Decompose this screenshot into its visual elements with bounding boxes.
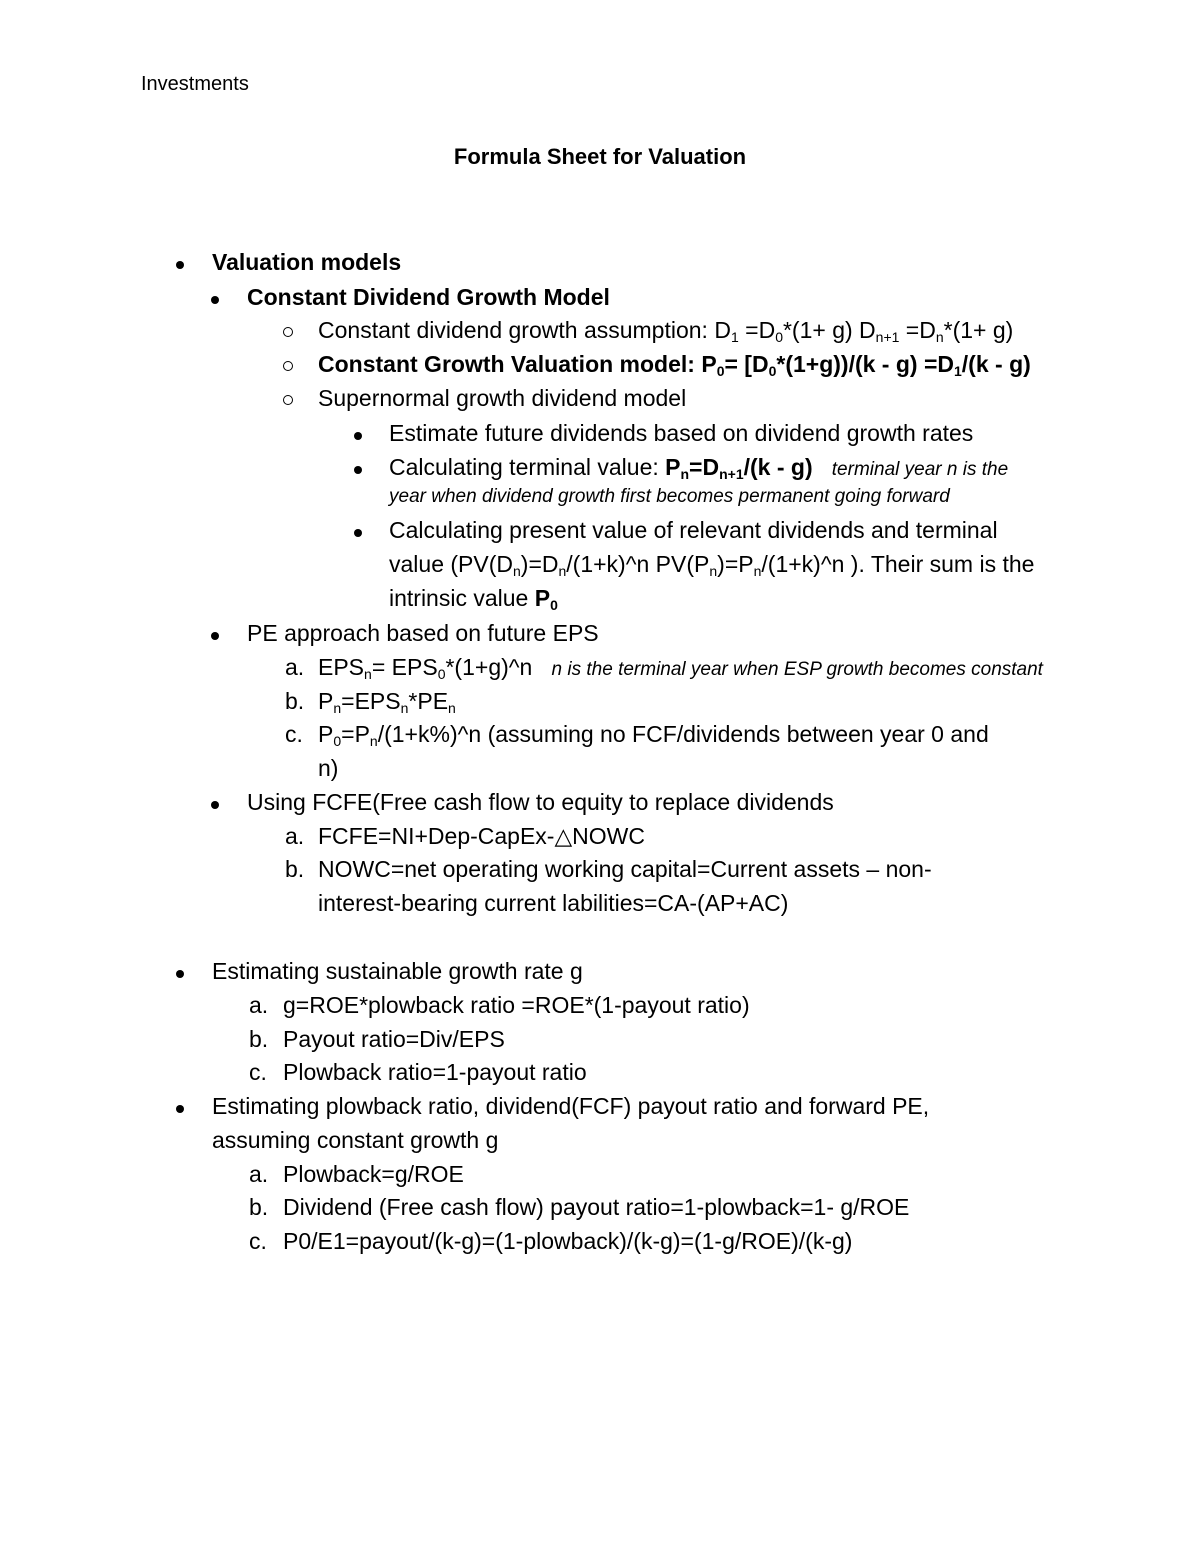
list-marker: b. [285,856,305,882]
bullet-dot [176,956,184,986]
document-title: Formula Sheet for Valuation [453,144,747,169]
formula-line: FCFE=NI+Dep-CapEx-△NOWC [318,823,645,849]
formula-line: NOWC=net operating working capital=Current assets – non- [318,856,932,882]
formula-line: value ($PV(D_n)=D_n/(1+k)\^{}n$ $PV(P_n)=P_n/(1+k)\^{}n$ ). Their sum is the [389,551,1035,579]
list-item: Plowback=g/ROE [283,1161,464,1187]
document-header: Investments [141,73,249,95]
formula-line: interest-bearing current labilities=CA-(AP+AC) [318,890,789,916]
section-heading: Estimating sustainable growth rate g [212,958,583,984]
list-marker: b. [285,688,305,714]
formula-line: intrinsic value $P_0$ [389,585,558,613]
section-heading: Estimating plowback ratio, dividend(FCF) payout ratio and forward PE, [212,1093,930,1119]
bullet-circle [283,383,293,413]
subsection-heading: PE approach based on future EPS [247,620,599,646]
bullet-circle [283,349,293,379]
formula-line: $P_0=P_n/(1+k\%)\^{}n$ (assuming no FCF/dividends between year 0 and [318,721,989,749]
list-item: g=ROE*plowback ratio =ROE*(1-payout ratio) [283,992,750,1018]
list-marker: c. [249,1228,267,1254]
list-item: Payout ratio=Div/EPS [283,1026,505,1052]
bullet-dot [354,515,362,545]
bullet-dot [176,247,184,277]
list-item: Plowback ratio=1-payout ratio [283,1059,587,1085]
list-item: Dividend (Free cash flow) payout ratio=1-plowback=1- g/ROE [283,1194,910,1220]
section-heading: assuming constant growth g [212,1127,499,1153]
list-marker: b. [249,1194,269,1220]
formula-line: Constant dividend growth assumption: $D_1 =D_0*(1+ g)$ $D_{n+1} =D_n*(1+ g)$ [318,317,1014,345]
list-marker: c. [249,1059,267,1085]
bullet-dot [211,282,219,312]
section-heading: Valuation models [212,249,402,275]
list-marker: a. [285,654,305,680]
bullet-dot [354,452,362,482]
list-item: Calculating present value of relevant dividends and terminal [389,517,998,543]
formula-line: $P_n=EPS_n*PE_n$ [318,688,456,716]
bullet-circle [283,315,293,345]
formula-line: $EPS_n=$ $EPS_0*(1+g)\^{}n$ n is the terminal year when ESP growth becomes constant [318,654,1043,682]
note-text: year when dividend growth first becomes permanent going forward [389,486,950,507]
list-item: n) [318,755,339,781]
list-marker: a. [285,823,305,849]
list-marker: c. [285,721,303,747]
list-item: Supernormal growth dividend model [318,385,687,411]
list-marker: b. [249,1026,269,1052]
bullet-dot [211,618,219,648]
bullet-dot [211,787,219,817]
formula-line: Calculating terminal value: $P_n=D_{n+1}/(k - g)$ terminal year n is the [389,454,1009,482]
formula-line: Constant Growth Valuation model: $P_0= [D_0*(1+g))/(k - g) =D_1/(k - g)$ [318,351,1031,379]
bullet-dot [176,1091,184,1121]
list-item: Estimate future dividends based on dividend growth rates [389,420,974,446]
subsection-heading: Using FCFE(Free cash flow to equity to replace dividends [247,789,834,815]
list-marker: a. [249,992,269,1018]
list-item: P0/E1=payout/(k-g)=(1-plowback)/(k-g)=(1-g/ROE)/(k-g) [283,1228,853,1254]
list-marker: a. [249,1161,269,1187]
bullet-dot [354,418,362,448]
subsection-heading: Constant Dividend Growth Model [247,284,610,310]
